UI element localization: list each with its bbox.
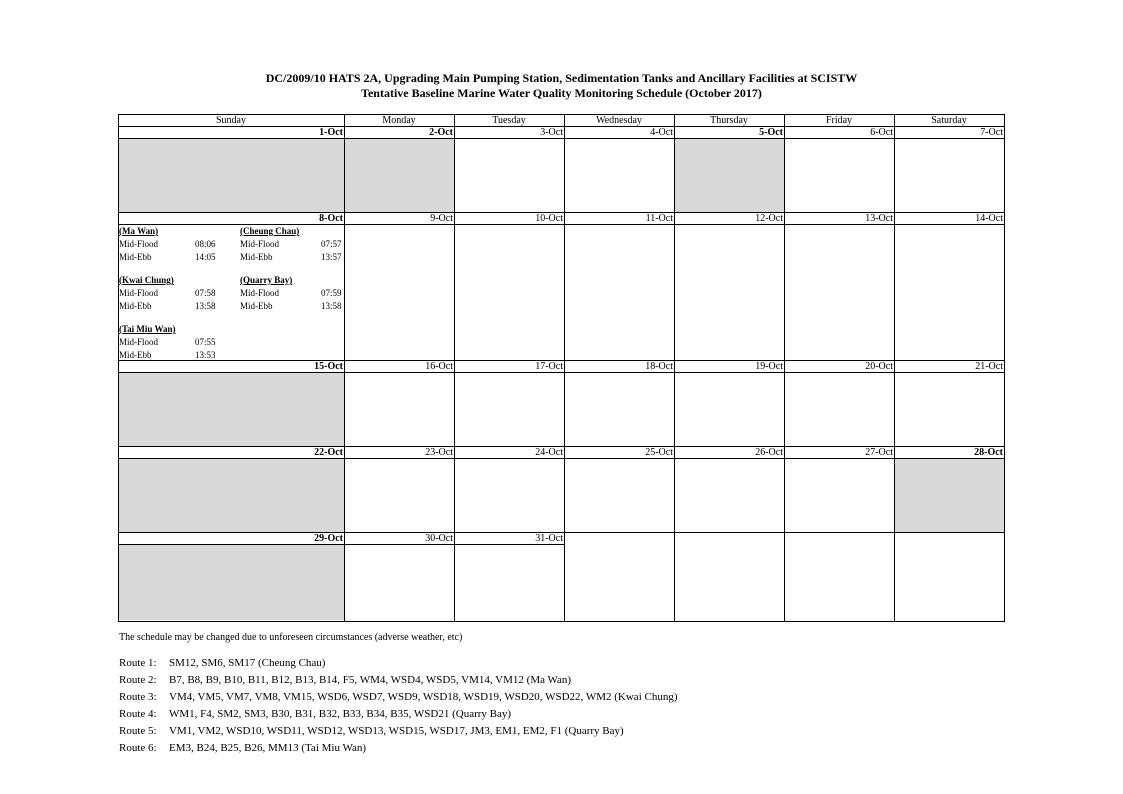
date-label: 1-Oct: [319, 127, 343, 138]
calendar-grid: [118, 114, 1004, 621]
route-label: Route 1:: [119, 657, 157, 669]
document-subtitle: Tentative Baseline Marine Water Quality Monitoring Schedule (October 2017): [361, 86, 762, 100]
route-stations: B7, B8, B9, B10, B11, B12, B13, B14, F5, WM4, WSD4, WSD5, VM14, VM12 (Ma Wan): [169, 674, 572, 686]
shaded-cell: [674, 138, 784, 212]
day-header-monday: Monday: [382, 115, 416, 126]
grid-line: [784, 114, 785, 621]
route-stations: VM1, VM2, WSD10, WSD11, WSD12, WSD13, WSD15, WSD17, JM3, EM1, EM2, F1 (Quarry Bay): [169, 725, 624, 737]
date-label: 27-Oct: [865, 447, 893, 458]
day-header-saturday: Saturday: [931, 115, 967, 126]
day-header-sunday: Sunday: [216, 115, 246, 126]
route-label: Route 6:: [119, 742, 157, 754]
grid-line: [1004, 114, 1005, 621]
tide-label: Mid-Flood: [240, 288, 280, 298]
grid-line: [118, 372, 1004, 373]
grid-line: [118, 360, 1004, 361]
date-label: 13-Oct: [865, 213, 893, 224]
day-header-thursday: Thursday: [710, 115, 748, 126]
date-label: 8-Oct: [319, 213, 343, 224]
tide-station-kwai-chung: (Kwai Chung): [119, 275, 174, 285]
grid-line: [674, 114, 675, 621]
date-label: 2-Oct: [429, 127, 453, 138]
date-label: 6-Oct: [870, 127, 893, 138]
route-label: Route 5:: [119, 725, 157, 737]
date-label: 19-Oct: [755, 361, 783, 372]
date-label: 11-Oct: [645, 213, 673, 224]
grid-line: [118, 446, 1004, 447]
tide-time: 07:59: [321, 288, 342, 298]
tide-time: 07:55: [195, 337, 216, 347]
route-label: Route 2:: [119, 674, 157, 686]
date-label: 10-Oct: [535, 213, 563, 224]
tide-station-cheung-chau: (Cheung Chau): [240, 226, 300, 236]
date-label: 16-Oct: [425, 361, 453, 372]
tide-time: 07:57: [321, 239, 342, 249]
tide-station-ma-wan: (Ma Wan): [119, 226, 159, 236]
shaded-cell: [344, 138, 454, 212]
route-item: [119, 725, 624, 737]
tide-label: Mid-Ebb: [119, 252, 152, 262]
date-label: 17-Oct: [535, 361, 563, 372]
date-label: 9-Oct: [430, 213, 453, 224]
grid-line: [454, 114, 455, 621]
document-title: DC/2009/10 HATS 2A, Upgrading Main Pumping Station, Sedimentation Tanks and Ancillary Facilities at SCISTW: [265, 71, 858, 85]
tide-label: Mid-Flood: [240, 239, 280, 249]
grid-line: [118, 138, 1004, 139]
route-stations: VM4, VM5, VM7, VM8, VM15, WSD6, WSD7, WSD9, WSD18, WSD19, WSD20, WSD22, WM2 (Kwai Chung): [169, 691, 678, 703]
route-item: [119, 657, 325, 669]
route-stations: WM1, F4, SM2, SM3, B30, B31, B32, B33, B34, B35, WSD21 (Quarry Bay): [169, 708, 512, 720]
grid-line: [118, 621, 1005, 622]
shaded-cell: [894, 458, 1004, 532]
tide-label: Mid-Ebb: [119, 350, 152, 360]
date-label: 12-Oct: [755, 213, 783, 224]
date-label: 29-Oct: [314, 533, 343, 544]
tide-label: Mid-Flood: [119, 239, 159, 249]
date-label: 22-Oct: [314, 447, 343, 458]
date-label: 4-Oct: [650, 127, 673, 138]
date-label: 5-Oct: [759, 127, 783, 138]
day-header-friday: Friday: [825, 115, 853, 126]
grid-line: [344, 114, 345, 621]
shaded-cell: [118, 372, 344, 446]
tide-label: Mid-Ebb: [240, 252, 273, 262]
tide-time: 13:58: [321, 301, 342, 311]
grid-line: [564, 114, 565, 621]
date-label: 26-Oct: [755, 447, 783, 458]
schedule-note: The schedule may be changed due to unforeseen circumstances (adverse weather, etc): [119, 632, 463, 643]
date-label: 20-Oct: [865, 361, 893, 372]
grid-line: [118, 126, 1004, 127]
date-label: 14-Oct: [975, 213, 1003, 224]
date-label: 7-Oct: [980, 127, 1003, 138]
date-label: 18-Oct: [645, 361, 673, 372]
grid-line: [118, 458, 1004, 459]
route-label: Route 4:: [119, 708, 157, 720]
day-header-wednesday: Wednesday: [596, 115, 642, 126]
tide-time: 13:53: [195, 350, 216, 360]
route-item: [119, 708, 511, 720]
grid-line: [118, 114, 1005, 115]
date-label: 25-Oct: [645, 447, 673, 458]
grid-line: [118, 544, 564, 545]
tide-time: 08:06: [195, 239, 216, 249]
tide-label: Mid-Flood: [119, 288, 159, 298]
tide-time: 07:58: [195, 288, 216, 298]
route-item: [119, 674, 571, 686]
tide-time: 13:58: [195, 301, 216, 311]
shaded-cell: [118, 138, 344, 212]
date-label: 24-Oct: [535, 447, 563, 458]
grid-line: [118, 212, 1004, 213]
route-item: [119, 742, 366, 754]
route-label: Route 3:: [119, 691, 157, 703]
grid-line: [118, 532, 1004, 533]
tide-label: Mid-Flood: [119, 337, 159, 347]
grid-line: [118, 224, 1004, 225]
shaded-cell: [118, 458, 344, 532]
date-label: 30-Oct: [425, 533, 453, 544]
tide-label: Mid-Ebb: [240, 301, 273, 311]
grid-line: [894, 114, 895, 621]
shaded-cell: [118, 544, 344, 620]
date-label: 23-Oct: [425, 447, 453, 458]
date-label: 28-Oct: [974, 447, 1003, 458]
route-stations: SM12, SM6, SM17 (Cheung Chau): [169, 657, 326, 669]
date-label: 21-Oct: [975, 361, 1003, 372]
date-label: 3-Oct: [540, 127, 563, 138]
tide-label: Mid-Ebb: [119, 301, 152, 311]
route-item: [119, 691, 678, 703]
tide-station-tai-miu-wan: (Tai Miu Wan): [119, 324, 176, 334]
date-label: 15-Oct: [314, 361, 343, 372]
day-header-tuesday: Tuesday: [492, 115, 526, 126]
tide-station-quarry-bay: (Quarry Bay): [240, 275, 293, 285]
tide-time: 13:57: [321, 252, 342, 262]
route-stations: EM3, B24, B25, B26, MM13 (Tai Miu Wan): [169, 742, 367, 754]
tide-time: 14:05: [195, 252, 216, 262]
date-label: 31-Oct: [535, 533, 563, 544]
